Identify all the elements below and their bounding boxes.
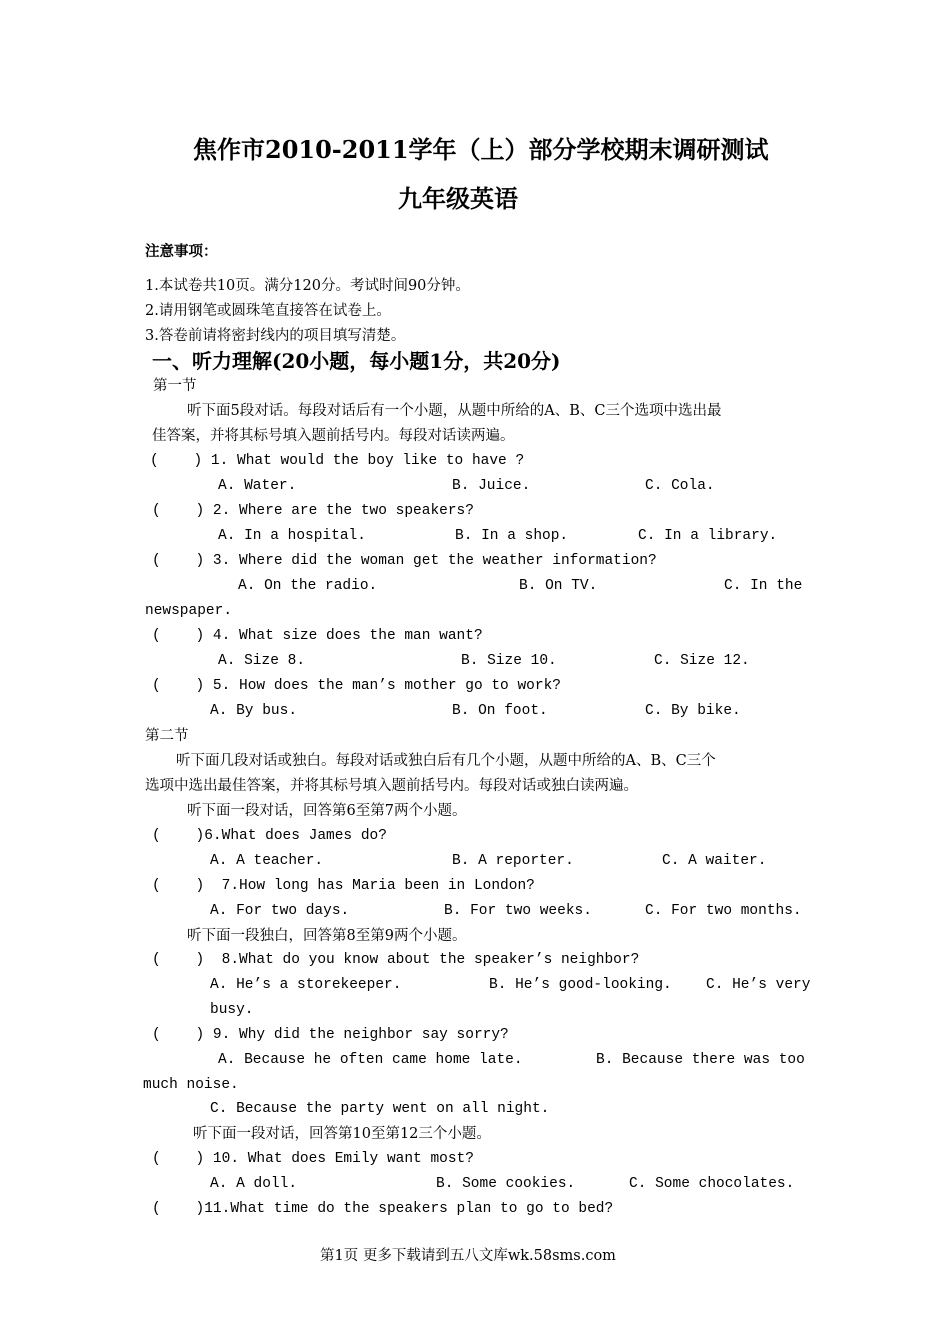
instruction-text: 听下面几段对话或独白。每段对话或独白后有几个小题，从题中所给的A、B、C三个 bbox=[176, 753, 716, 769]
option-c: C. By bike. bbox=[645, 703, 741, 719]
section-heading: 一、听力理解(20小题，每小题1分，共20分) bbox=[152, 349, 561, 373]
note-item: 2.请用钢笔或圆珠笔直接答在试卷上。 bbox=[145, 303, 391, 319]
option-b: B. On foot. bbox=[452, 703, 548, 719]
instruction-text: 佳答案，并将其标号填入题前括号内。每段对话读两遍。 bbox=[152, 428, 515, 444]
option-c: C. In the bbox=[724, 578, 803, 594]
question-stem: ( ) 7.How long has Maria been in London? bbox=[152, 878, 535, 894]
exam-subtitle: 九年级英语 bbox=[398, 184, 518, 213]
option-b: B. For two weeks. bbox=[444, 903, 592, 919]
instruction-text: 听下面5段对话。每段对话后有一个小题，从题中所给的A、B、C三个选项中选出最 bbox=[187, 403, 722, 419]
option-a: A. On the radio. bbox=[238, 578, 378, 594]
option-a: A. Because he often came home late. bbox=[218, 1052, 523, 1068]
option-a: A. Water. bbox=[218, 478, 297, 494]
option-a: A. He’s a storekeeper. bbox=[210, 977, 402, 993]
notes-heading: 注意事项： bbox=[145, 243, 218, 260]
option-c-continued: busy. bbox=[210, 1002, 254, 1018]
option-c: C. Some chocolates. bbox=[629, 1176, 795, 1192]
option-b: B. A reporter. bbox=[452, 853, 574, 869]
option-a: A. In a hospital. bbox=[218, 528, 366, 544]
question-stem: ( )6.What does James do? bbox=[152, 828, 387, 844]
passage-lead: 听下面一段对话，回答第10至第12三个小题。 bbox=[193, 1126, 491, 1142]
option-a: A. By bus. bbox=[210, 703, 298, 719]
note-item: 3.答卷前请将密封线内的项目填写清楚。 bbox=[145, 328, 406, 344]
option-c: C. Because the party went on all night. bbox=[210, 1101, 550, 1117]
option-b: B. On TV. bbox=[519, 578, 598, 594]
question-stem: ( ) 3. Where did the woman get the weather information? bbox=[152, 553, 657, 569]
option-b: B. Because there was too bbox=[596, 1052, 805, 1068]
option-b: B. Size 10. bbox=[461, 653, 557, 669]
option-b: B. Juice. bbox=[452, 478, 531, 494]
option-b: B. Some cookies. bbox=[436, 1176, 576, 1192]
instruction-text: 选项中选出最佳答案，并将其标号填入题前括号内。每段对话或独白读两遍。 bbox=[145, 778, 638, 794]
option-c: C. A waiter. bbox=[662, 853, 767, 869]
question-stem: ( ) 10. What does Emily want most? bbox=[152, 1151, 474, 1167]
option-c: C. In a library. bbox=[638, 528, 778, 544]
option-a: A. For two days. bbox=[210, 903, 350, 919]
option-a: A. Size 8. bbox=[218, 653, 306, 669]
passage-lead: 听下面一段对话，回答第6至第7两个小题。 bbox=[187, 803, 467, 819]
question-stem: ( ) 5. How does the man’s mother go to work? bbox=[152, 678, 561, 694]
part-label: 第一节 bbox=[153, 378, 197, 394]
option-a: A. A doll. bbox=[210, 1176, 298, 1192]
part-label: 第二节 bbox=[145, 728, 189, 744]
option-c-continued: newspaper. bbox=[145, 603, 233, 619]
passage-lead: 听下面一段独白，回答第8至第9两个小题。 bbox=[187, 928, 467, 944]
option-c: C. For two months. bbox=[645, 903, 802, 919]
option-c: C. He’s very bbox=[706, 977, 811, 993]
question-stem: ( ) 1. What would the boy like to have ? bbox=[150, 453, 525, 469]
question-stem: ( ) 2. Where are the two speakers? bbox=[152, 503, 474, 519]
option-b: B. In a shop. bbox=[455, 528, 569, 544]
question-stem: ( )11.What time do the speakers plan to go to bed? bbox=[152, 1201, 614, 1217]
note-item: 1.本试卷共10页。满分120分。考试时间90分钟。 bbox=[145, 278, 470, 294]
option-c: C. Size 12. bbox=[654, 653, 750, 669]
exam-title: 焦作市2010-2011学年（上）部分学校期末调研测试 bbox=[193, 135, 769, 164]
page-footer: 第1页 更多下载请到五八文库wk.58sms.com bbox=[320, 1248, 616, 1264]
option-b: B. He’s good-looking. bbox=[489, 977, 672, 993]
question-stem: ( ) 9. Why did the neighbor say sorry? bbox=[152, 1027, 509, 1043]
question-stem: ( ) 4. What size does the man want? bbox=[152, 628, 483, 644]
question-stem: ( ) 8.What do you know about the speaker’s neighbor? bbox=[152, 952, 640, 968]
option-c: C. Cola. bbox=[645, 478, 715, 494]
option-b-continued: much noise. bbox=[143, 1077, 239, 1093]
option-a: A. A teacher. bbox=[210, 853, 324, 869]
